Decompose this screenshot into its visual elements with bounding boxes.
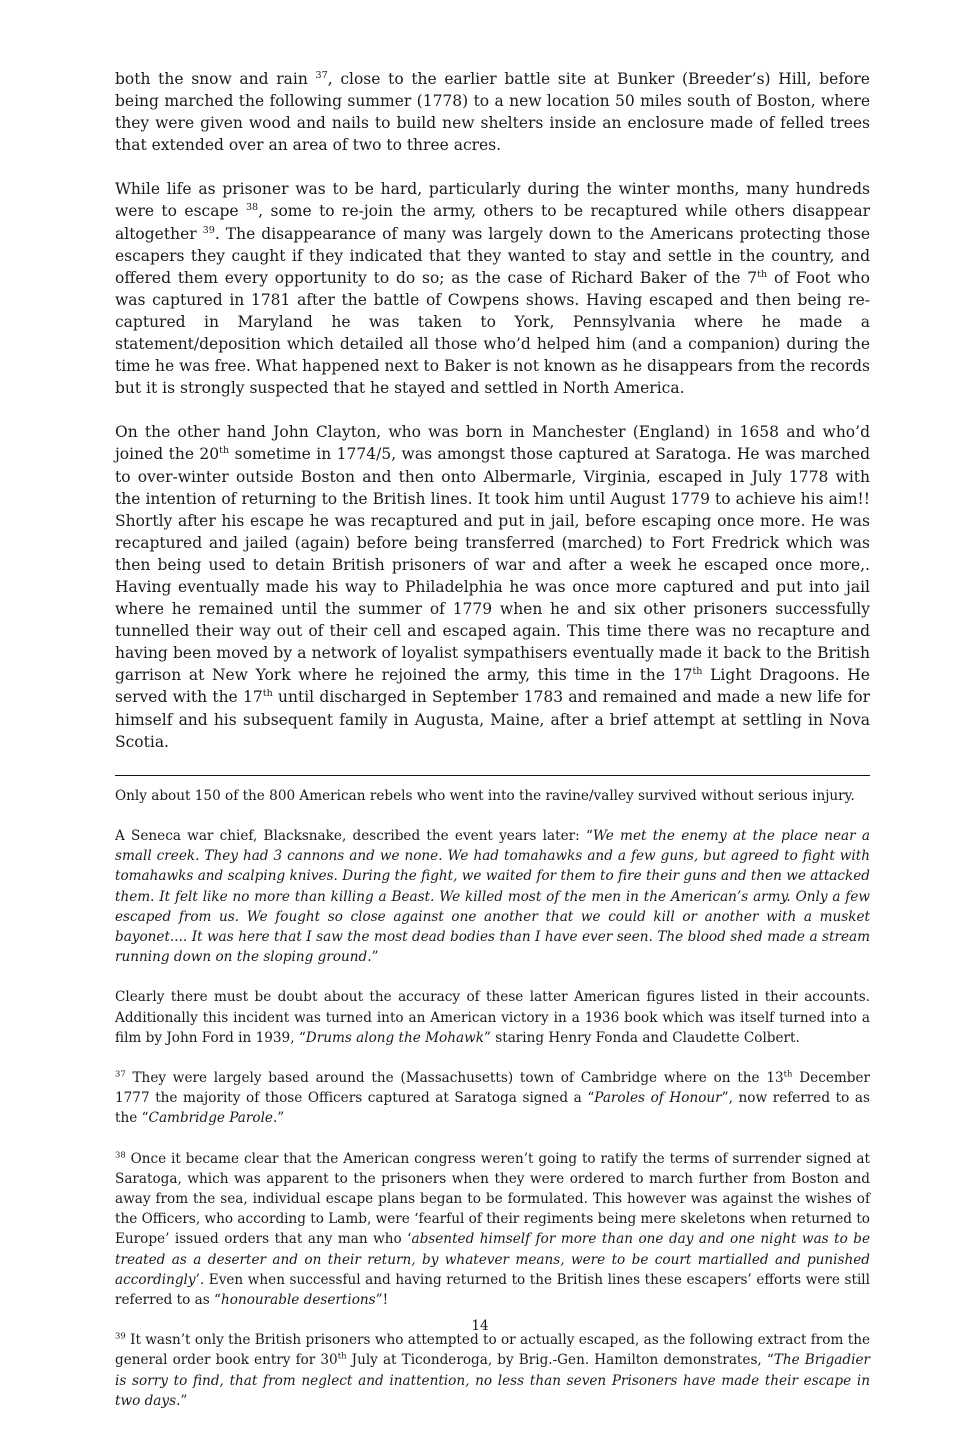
italic-text: honourable desertions <box>221 1291 376 1308</box>
body-paragraph: both the snow and rain $^{37}$, close to the earlier battle site at Bunker (Breeder’s) Hill, before being marched the following summer (1778) to a new location 50 miles south of Boston, where they were given wood and nails to build new shelters inside an enclosure made of felled trees that extended over an area of two to three acres. <box>115 69 870 155</box>
italic-text: The Brigadier is sorry to find, that from neglect and inattention, no less than seven Prisoners have made their escape in two days. <box>115 1352 870 1409</box>
footnote-divider <box>115 775 870 776</box>
footnote-marker: 39 <box>115 1330 126 1341</box>
italic-text: Cambridge Parole <box>148 1110 273 1127</box>
page-number: 14 <box>471 1318 489 1334</box>
footnote-marker: 37 <box>315 69 328 81</box>
body-text <box>115 68 870 753</box>
italic-text: We met the enemy at the place near a small creek. They had 3 cannons and we none. We had tomahawks and a few guns, but agreed to fight with tomahawks and scalping knives. During the fight, we waited for them to fire their guns and then we attacked them. It felt like no more than killing a Beast. We killed most of the men in the American’s army. Only a few escaped from us. We fought so close against one another that we could kill or another with a musket bayonet.... It was here that I saw the most dead bodies than I have ever seen. The blood shed made a stream running down on the sloping ground <box>115 827 870 966</box>
footnote-marker: th <box>783 1068 793 1079</box>
italic-text: Drums along the Mohawk <box>305 1029 484 1046</box>
footnote-37: $^{37}$ They were largely based around the (Massachusetts) town of Cambridge where on the 13th December 1777 the majority of those Officers captured at Saratoga signed a “Paroles of Honour”, now referred to as the “Cambridge Parole.” <box>115 1068 870 1127</box>
body-paragraph: On the other hand John Clayton, who was born in Manchester (England) in 1658 and who’d joined the 20th sometime in 1774/5, was amongst those captured at Saratoga. He was marched to over-winter outside Boston and then onto Albermarle, Virginia, escaped in July 1778 with the intention of returning to the British lines. It took him until August 1779 to achieve his aim!! Shortly after his escape he was recaptured and put in jail, before escaping once more. He was recaptured and jailed (again) before being transferred (marched) to Fort Fredrick which was then being used to detain British prisoners of war and after a week he escaped once more,. Having eventually made his way to Philadelphia he was once more captured and put into jail where he remained until the summer of 1779 when he and six other prisoners successfully tunnelled their way out of their cell and escaped again. This time there was no recapture and having been moved by a network of loyalist sympathisers eventually made it back to the British garrison at New York where he rejoined the army, this time in the 17th Light Dragoons. He served with the 17th until discharged in September 1783 and remained and made a new life for himself and his subsequent family in Augusta, Maine, after a brief attempt at settling in Nova Scotia. <box>115 423 870 751</box>
footnote-marker: th <box>337 1350 347 1361</box>
footnote-39: $^{39}$ It wasn’t only the British prisoners who attempted to or actually escaped, as the following extract from the general order book entry for 30th July at Ticonderoga, by Brig.-Gen. Hamilton demonstrates, “The Brigadier is sorry to find, that from neglect and inattention, no less than seven Prisoners have made their escape in two days.” <box>115 1330 870 1409</box>
footnote-marker: th <box>219 445 230 457</box>
footnote-marker: th <box>262 688 273 700</box>
footnote-marker: 38 <box>115 1149 126 1160</box>
footnote-marker: 37 <box>115 1068 126 1079</box>
body-paragraph: While life as prisoner was to be hard, particularly during the winter months, many hundreds were to escape $^{38}$, some to re-join the army, others to be recaptured while others disappear altogether $^{39}$. The disappearance of many was largely down to the Americans protecting those escapers they caught if they indicated that they wanted to stay and settle in the country, and offered them every opportunity to do so; as the case of Richard Baker of the 7th of Foot who was captured in 1781 after the battle of Cowpens shows. Having escaped and then being re-captured in Maryland he was taken to York, Pennsylvania where he made a statement/deposition which detailed all those who’d helped him (and a companion) during the time he was free. What happened next to Baker is not known as he disappears from the records but it is strongly suspected that he stayed and settled in North America. <box>115 180 870 398</box>
italic-text: absented himself for more than one day and one night was to be treated as a deserter and on their return, by whatever means, were to be court martialled and punished accordingly <box>115 1231 871 1288</box>
footnote-marker: 39 <box>202 224 215 236</box>
footnote: Clearly there must be doubt about the accuracy of these latter American figures listed in their accounts. Additionally this incident was turned into an American victory in a 1936 book which was itself turned into a film by John Ford in 1939, “Drums along the Mohawk” staring Henry Fonda and Claudette Colbert. <box>115 989 870 1046</box>
italic-text: Paroles of Honour <box>594 1090 722 1107</box>
footnote-38: $^{38}$ Once it became clear that the American congress weren’t going to ratify the terms of surrender signed at Saratoga, which was apparent to the prisoners when they were ordered to march further from Boston and away from the sea, individual escape plans began to be formulated. This however was against the wishes of the Officers, who according to Lamb, were ‘fearful of their regiments being mere skeletons when returned to Europe’ issued orders that any man who ‘absented himself for more than one day and one night was to be treated as a deserter and on their return, by whatever means, were to be court martialled and punished accordingly’. Even when successful and having returned to the British lines these escapers’ efforts were still referred to as “honourable desertions”! <box>115 1149 871 1308</box>
footnote: Only about 150 of the 800 American rebels who went into the ravine/valley survived without serious injury. <box>115 787 855 804</box>
footnote-marker: th <box>692 666 703 678</box>
footnote: A Seneca war chief, Blacksnake, described the event years later: “We met the enemy at the place near a small creek. They had 3 cannons and we none. We had tomahawks and a few guns, but agreed to fight with tomahawks and scalping knives. During the fight, we waited for them to fire their guns and then we attacked them. It felt like no more than killing a Beast. We killed most of the men in the American’s army. Only a few escaped from us. We fought so close against one another that we could kill or another with a musket bayonet.... It was here that I saw the most dead bodies than I have ever seen. The blood shed made a stream running down on the sloping ground.” <box>115 827 870 966</box>
footnote-marker: 38 <box>245 202 259 214</box>
document-page <box>115 68 870 1431</box>
footnote-marker: th <box>757 268 768 280</box>
